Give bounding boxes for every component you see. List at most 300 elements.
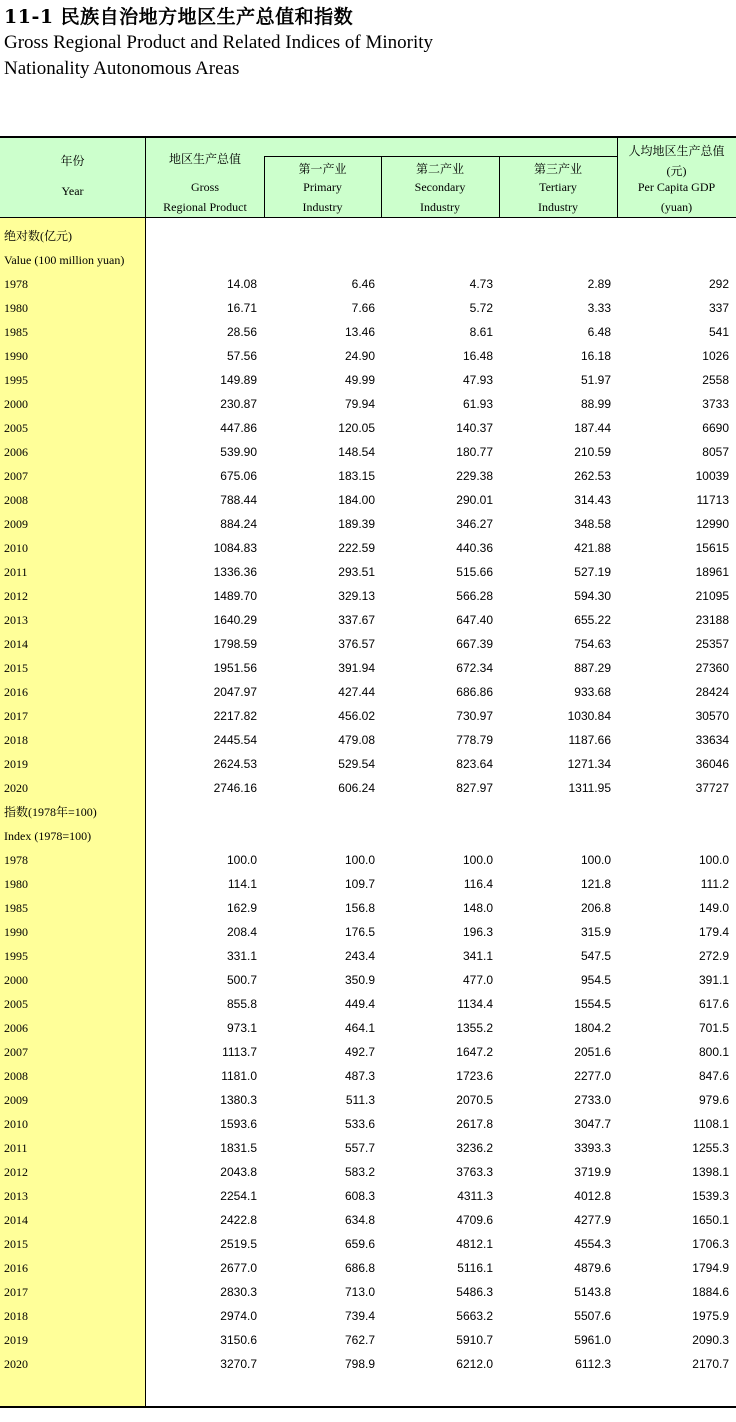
table-title-en-line1: Gross Regional Product and Related Indices of Minority bbox=[4, 32, 434, 53]
table-row bbox=[0, 632, 736, 656]
secondary-value-cell: 4311.3 bbox=[457, 1189, 493, 1203]
primary-value-cell: 487.3 bbox=[344, 1069, 375, 1083]
tertiary-value-cell: 5143.8 bbox=[574, 1285, 611, 1299]
tertiary-value-cell: 954.5 bbox=[580, 973, 611, 987]
percap-value-cell: 979.6 bbox=[698, 1093, 729, 1107]
secondary-value-cell: 6212.0 bbox=[456, 1357, 493, 1371]
section-label-row bbox=[0, 800, 736, 824]
secondary-value-cell: 1647.2 bbox=[456, 1045, 493, 1059]
table-row bbox=[0, 944, 736, 968]
header-divider bbox=[145, 138, 146, 218]
grp-value-cell: 1489.70 bbox=[213, 589, 257, 603]
grp-value-cell: 2043.8 bbox=[220, 1165, 257, 1179]
year-cell: 1995 bbox=[4, 373, 28, 387]
percap-value-cell: 847.6 bbox=[698, 1069, 729, 1083]
primary-value-cell: 449.4 bbox=[344, 997, 375, 1011]
year-cell: 1995 bbox=[4, 949, 28, 963]
grp-value-cell: 884.24 bbox=[220, 517, 257, 531]
year-cell: 1980 bbox=[4, 301, 28, 315]
tertiary-value-cell: 527.19 bbox=[574, 565, 611, 579]
grp-value-cell: 675.06 bbox=[220, 469, 257, 483]
grp-value-cell: 230.87 bbox=[220, 397, 257, 411]
grp-value-cell: 1831.5 bbox=[220, 1141, 257, 1155]
table-row bbox=[0, 872, 736, 896]
year-cell: 2017 bbox=[4, 709, 28, 723]
header-secondary-en1: Secondary bbox=[414, 180, 466, 194]
grp-value-cell: 855.8 bbox=[226, 997, 257, 1011]
grp-value-cell: 973.1 bbox=[226, 1021, 257, 1035]
year-cell: 2009 bbox=[4, 517, 28, 531]
percap-value-cell: 1108.1 bbox=[693, 1117, 729, 1131]
year-cell: 2014 bbox=[4, 1213, 28, 1227]
primary-value-cell: 492.7 bbox=[344, 1045, 375, 1059]
secondary-value-cell: 8.61 bbox=[469, 325, 493, 339]
grp-value-cell: 1798.59 bbox=[213, 637, 257, 651]
tertiary-value-cell: 3047.7 bbox=[574, 1117, 611, 1131]
percap-value-cell: 1539.3 bbox=[692, 1189, 729, 1203]
year-cell: 2016 bbox=[4, 1261, 28, 1275]
year-cell: 2015 bbox=[4, 661, 28, 675]
table-row bbox=[0, 1016, 736, 1040]
header-primary-en2: Industry bbox=[302, 200, 343, 214]
percap-value-cell: 11713 bbox=[696, 493, 729, 507]
primary-value-cell: 243.4 bbox=[344, 949, 375, 963]
percap-value-cell: 391.1 bbox=[698, 973, 729, 987]
year-cell: 2005 bbox=[4, 997, 28, 1011]
primary-value-cell: 739.4 bbox=[344, 1309, 375, 1323]
percap-value-cell: 8057 bbox=[702, 445, 729, 459]
table-row bbox=[0, 560, 736, 584]
header-percap-en1: Per Capita GDP bbox=[637, 180, 716, 194]
primary-value-cell: 100.0 bbox=[344, 853, 375, 867]
year-cell: 2016 bbox=[4, 685, 28, 699]
tertiary-value-cell: 314.43 bbox=[574, 493, 611, 507]
table-row bbox=[0, 464, 736, 488]
secondary-value-cell: 3236.2 bbox=[456, 1141, 493, 1155]
tertiary-value-cell: 4277.9 bbox=[574, 1213, 611, 1227]
secondary-value-cell: 229.38 bbox=[456, 469, 493, 483]
tertiary-value-cell: 1271.34 bbox=[567, 757, 611, 771]
percap-value-cell: 36046 bbox=[695, 757, 729, 771]
tertiary-value-cell: 3393.3 bbox=[574, 1141, 611, 1155]
percap-value-cell: 1794.9 bbox=[692, 1261, 729, 1275]
year-cell: 2012 bbox=[4, 589, 28, 603]
secondary-value-cell: 778.79 bbox=[456, 733, 493, 747]
year-cell: 2013 bbox=[4, 613, 28, 627]
year-cell: 2008 bbox=[4, 493, 28, 507]
secondary-value-cell: 4812.1 bbox=[456, 1237, 493, 1251]
primary-value-cell: 529.54 bbox=[338, 757, 375, 771]
secondary-value-cell: 672.34 bbox=[456, 661, 493, 675]
primary-value-cell: 7.66 bbox=[351, 301, 375, 315]
primary-value-cell: 109.7 bbox=[344, 877, 375, 891]
grp-value-cell: 331.1 bbox=[226, 949, 257, 963]
percap-value-cell: 30570 bbox=[695, 709, 729, 723]
table-row bbox=[0, 512, 736, 536]
secondary-value-cell: 341.1 bbox=[462, 949, 493, 963]
table-row bbox=[0, 1184, 736, 1208]
year-cell: 1985 bbox=[4, 325, 28, 339]
tertiary-value-cell: 4012.8 bbox=[574, 1189, 611, 1203]
table-row bbox=[0, 920, 736, 944]
tertiary-value-cell: 2.89 bbox=[587, 277, 611, 291]
header-divider bbox=[264, 156, 265, 218]
table-row bbox=[0, 1328, 736, 1352]
tertiary-value-cell: 1187.66 bbox=[568, 733, 611, 747]
header-divider bbox=[617, 138, 618, 218]
grp-value-cell: 2217.82 bbox=[213, 709, 257, 723]
table-row bbox=[0, 680, 736, 704]
percap-value-cell: 1884.6 bbox=[692, 1285, 729, 1299]
year-cell: 2017 bbox=[4, 1285, 28, 1299]
primary-value-cell: 427.44 bbox=[338, 685, 375, 699]
year-cell: 2010 bbox=[4, 541, 28, 555]
primary-value-cell: 6.46 bbox=[351, 277, 375, 291]
table-row bbox=[0, 776, 736, 800]
table-row bbox=[0, 1112, 736, 1136]
table-body bbox=[0, 224, 736, 1376]
secondary-value-cell: 515.66 bbox=[456, 565, 493, 579]
percap-value-cell: 37727 bbox=[695, 781, 729, 795]
percap-value-cell: 33634 bbox=[695, 733, 729, 747]
primary-value-cell: 634.8 bbox=[344, 1213, 375, 1227]
title-block bbox=[4, 4, 433, 82]
year-cell: 2010 bbox=[4, 1117, 28, 1131]
year-cell: 2013 bbox=[4, 1189, 28, 1203]
secondary-value-cell: 16.48 bbox=[462, 349, 493, 363]
grp-value-cell: 114.1 bbox=[227, 877, 257, 891]
year-cell: 2019 bbox=[4, 757, 28, 771]
secondary-value-cell: 47.93 bbox=[462, 373, 493, 387]
primary-value-cell: 222.59 bbox=[338, 541, 375, 555]
primary-value-cell: 183.15 bbox=[338, 469, 375, 483]
tertiary-value-cell: 6.48 bbox=[587, 325, 611, 339]
year-cell: 1978 bbox=[4, 853, 28, 867]
primary-value-cell: 49.99 bbox=[344, 373, 375, 387]
tertiary-value-cell: 315.9 bbox=[580, 925, 611, 939]
primary-value-cell: 24.90 bbox=[344, 349, 375, 363]
primary-value-cell: 79.94 bbox=[344, 397, 375, 411]
grp-value-cell: 2677.0 bbox=[220, 1261, 257, 1275]
grp-value-cell: 149.89 bbox=[220, 373, 257, 387]
table-row bbox=[0, 704, 736, 728]
percap-value-cell: 12990 bbox=[695, 517, 729, 531]
table-row bbox=[0, 1232, 736, 1256]
grp-value-cell: 2047.97 bbox=[213, 685, 257, 699]
year-cell: 2020 bbox=[4, 1357, 28, 1371]
year-cell: 1990 bbox=[4, 349, 28, 363]
tertiary-value-cell: 187.44 bbox=[574, 421, 611, 435]
tertiary-value-cell: 210.59 bbox=[574, 445, 611, 459]
header-primary-cn: 第一产业 bbox=[298, 162, 347, 176]
tertiary-value-cell: 4554.3 bbox=[574, 1237, 611, 1251]
grp-value-cell: 57.56 bbox=[226, 349, 257, 363]
table-row bbox=[0, 416, 736, 440]
grp-value-cell: 500.7 bbox=[226, 973, 257, 987]
secondary-value-cell: 730.97 bbox=[456, 709, 493, 723]
tertiary-value-cell: 1554.5 bbox=[574, 997, 611, 1011]
header-tertiary-en2: Industry bbox=[538, 200, 578, 214]
header-year-en: Year bbox=[61, 184, 84, 198]
header-tertiary-cn: 第三产业 bbox=[533, 162, 582, 176]
grp-value-cell: 2746.16 bbox=[213, 781, 257, 795]
secondary-value-cell: 647.40 bbox=[456, 613, 493, 627]
secondary-value-cell: 148.0 bbox=[462, 901, 493, 915]
grp-value-cell: 447.86 bbox=[220, 421, 257, 435]
primary-value-cell: 189.39 bbox=[338, 517, 375, 531]
year-cell: 2020 bbox=[4, 781, 28, 795]
secondary-value-cell: 5910.7 bbox=[456, 1333, 493, 1347]
data-table bbox=[0, 136, 736, 1408]
tertiary-value-cell: 206.8 bbox=[580, 901, 611, 915]
percap-value-cell: 21095 bbox=[695, 589, 729, 603]
table-row bbox=[0, 1136, 736, 1160]
grp-value-cell: 1951.56 bbox=[213, 661, 257, 675]
grp-value-cell: 2974.0 bbox=[220, 1309, 257, 1323]
grp-value-cell: 2830.3 bbox=[220, 1285, 257, 1299]
percap-value-cell: 1398.1 bbox=[692, 1165, 729, 1179]
primary-value-cell: 293.51 bbox=[338, 565, 375, 579]
header-grp-en2: Regional Product bbox=[163, 200, 247, 214]
header-secondary-en2: Industry bbox=[420, 200, 460, 214]
tertiary-value-cell: 4879.6 bbox=[574, 1261, 611, 1275]
tertiary-value-cell: 754.63 bbox=[574, 637, 611, 651]
primary-value-cell: 456.02 bbox=[338, 709, 375, 723]
primary-value-cell: 176.5 bbox=[344, 925, 375, 939]
section-label-row bbox=[0, 224, 736, 248]
tertiary-value-cell: 887.29 bbox=[574, 661, 611, 675]
primary-value-cell: 391.94 bbox=[338, 661, 375, 675]
tertiary-value-cell: 121.8 bbox=[580, 877, 611, 891]
header-tertiary-en1: Tertiary bbox=[539, 180, 577, 194]
header-primary-en1: Primary bbox=[303, 180, 342, 194]
percap-value-cell: 1255.3 bbox=[692, 1141, 729, 1155]
secondary-value-cell: 116.4 bbox=[463, 877, 493, 891]
percap-value-cell: 2090.3 bbox=[692, 1333, 729, 1347]
percap-value-cell: 1026 bbox=[702, 349, 729, 363]
percap-value-cell: 100.0 bbox=[698, 853, 729, 867]
tertiary-value-cell: 2051.6 bbox=[574, 1045, 611, 1059]
secondary-value-cell: 440.36 bbox=[456, 541, 493, 555]
grp-value-cell: 2422.8 bbox=[220, 1213, 257, 1227]
secondary-value-cell: 667.39 bbox=[456, 637, 493, 651]
tertiary-value-cell: 421.88 bbox=[574, 541, 611, 555]
grp-value-cell: 14.08 bbox=[226, 277, 257, 291]
percap-value-cell: 292 bbox=[708, 277, 729, 291]
grp-value-cell: 1336.36 bbox=[213, 565, 257, 579]
tertiary-value-cell: 594.30 bbox=[574, 589, 611, 603]
header-secondary-cn: 第二产业 bbox=[415, 162, 464, 176]
grp-value-cell: 539.90 bbox=[220, 445, 257, 459]
tertiary-value-cell: 547.5 bbox=[580, 949, 611, 963]
tertiary-value-cell: 5507.6 bbox=[574, 1309, 611, 1323]
percap-value-cell: 27360 bbox=[695, 661, 729, 675]
percap-value-cell: 1706.3 bbox=[692, 1237, 729, 1251]
year-cell: 2008 bbox=[4, 1069, 28, 1083]
header-grp-cn: 地区生产总值 bbox=[168, 152, 241, 166]
section-label: 指数(1978年=100) bbox=[4, 805, 97, 819]
primary-value-cell: 583.2 bbox=[344, 1165, 375, 1179]
grp-value-cell: 1380.3 bbox=[220, 1093, 257, 1107]
header-subrule bbox=[264, 156, 617, 157]
primary-value-cell: 533.6 bbox=[344, 1117, 375, 1131]
grp-value-cell: 788.44 bbox=[220, 493, 257, 507]
grp-value-cell: 2254.1 bbox=[220, 1189, 257, 1203]
primary-value-cell: 608.3 bbox=[344, 1189, 375, 1203]
percap-value-cell: 272.9 bbox=[698, 949, 729, 963]
year-cell: 2018 bbox=[4, 1309, 28, 1323]
percap-value-cell: 28424 bbox=[695, 685, 729, 699]
header-grp-en1: Gross bbox=[190, 180, 219, 194]
year-cell: 1990 bbox=[4, 925, 28, 939]
percap-value-cell: 2170.7 bbox=[692, 1357, 729, 1371]
percap-value-cell: 2558 bbox=[702, 373, 729, 387]
tertiary-value-cell: 655.22 bbox=[574, 613, 611, 627]
grp-value-cell: 3270.7 bbox=[220, 1357, 257, 1371]
year-cell: 2011 bbox=[4, 565, 28, 579]
section-label: 绝对数(亿元) bbox=[4, 229, 72, 243]
percap-value-cell: 800.1 bbox=[698, 1045, 729, 1059]
percap-value-cell: 111.2 bbox=[700, 877, 729, 891]
table-row bbox=[0, 1160, 736, 1184]
header-divider bbox=[499, 156, 500, 218]
primary-value-cell: 376.57 bbox=[338, 637, 375, 651]
table-row bbox=[0, 1064, 736, 1088]
secondary-value-cell: 5663.2 bbox=[456, 1309, 493, 1323]
tertiary-value-cell: 262.53 bbox=[574, 469, 611, 483]
primary-value-cell: 337.67 bbox=[338, 613, 375, 627]
tertiary-value-cell: 1311.95 bbox=[568, 781, 611, 795]
grp-value-cell: 3150.6 bbox=[220, 1333, 257, 1347]
percap-value-cell: 701.5 bbox=[698, 1021, 729, 1035]
secondary-value-cell: 290.01 bbox=[456, 493, 493, 507]
table-row bbox=[0, 272, 736, 296]
secondary-value-cell: 5486.3 bbox=[456, 1285, 493, 1299]
secondary-value-cell: 2617.8 bbox=[456, 1117, 493, 1131]
percap-value-cell: 3733 bbox=[702, 397, 729, 411]
secondary-value-cell: 566.28 bbox=[456, 589, 493, 603]
percap-value-cell: 6690 bbox=[702, 421, 729, 435]
grp-value-cell: 208.4 bbox=[226, 925, 257, 939]
primary-value-cell: 798.9 bbox=[344, 1357, 375, 1371]
table-title-cn: 11-1 民族自治地方地区生产总值和指数 bbox=[4, 6, 354, 28]
year-cell: 2000 bbox=[4, 973, 28, 987]
year-cell: 2011 bbox=[4, 1141, 28, 1155]
grp-value-cell: 162.9 bbox=[226, 901, 257, 915]
secondary-value-cell: 4.73 bbox=[469, 277, 493, 291]
tertiary-value-cell: 6112.3 bbox=[575, 1357, 611, 1371]
year-cell: 2018 bbox=[4, 733, 28, 747]
primary-value-cell: 464.1 bbox=[344, 1021, 375, 1035]
secondary-value-cell: 1355.2 bbox=[456, 1021, 493, 1035]
secondary-value-cell: 100.0 bbox=[462, 853, 493, 867]
tertiary-value-cell: 933.68 bbox=[574, 685, 611, 699]
percap-value-cell: 23188 bbox=[695, 613, 729, 627]
section-label: Index (1978=100) bbox=[4, 829, 92, 843]
percap-value-cell: 1650.1 bbox=[692, 1213, 729, 1227]
table-row bbox=[0, 392, 736, 416]
grp-value-cell: 2519.5 bbox=[220, 1237, 257, 1251]
primary-value-cell: 762.7 bbox=[344, 1333, 375, 1347]
secondary-value-cell: 477.0 bbox=[462, 973, 493, 987]
year-cell: 2006 bbox=[4, 445, 28, 459]
table-row bbox=[0, 344, 736, 368]
primary-value-cell: 120.05 bbox=[338, 421, 375, 435]
year-cell: 2007 bbox=[4, 469, 28, 483]
table-row bbox=[0, 296, 736, 320]
tertiary-value-cell: 2733.0 bbox=[574, 1093, 611, 1107]
primary-value-cell: 148.54 bbox=[338, 445, 375, 459]
section-label-row bbox=[0, 824, 736, 848]
table-row bbox=[0, 440, 736, 464]
grp-value-cell: 2624.53 bbox=[213, 757, 257, 771]
tertiary-value-cell: 1804.2 bbox=[574, 1021, 611, 1035]
tertiary-value-cell: 16.18 bbox=[580, 349, 611, 363]
percap-value-cell: 541 bbox=[708, 325, 729, 339]
secondary-value-cell: 4709.6 bbox=[456, 1213, 493, 1227]
tertiary-value-cell: 51.97 bbox=[580, 373, 611, 387]
secondary-value-cell: 5.72 bbox=[469, 301, 493, 315]
table-row bbox=[0, 488, 736, 512]
secondary-value-cell: 823.64 bbox=[456, 757, 493, 771]
header-year-cn: 年份 bbox=[60, 154, 85, 168]
year-cell: 2014 bbox=[4, 637, 28, 651]
table-row bbox=[0, 968, 736, 992]
table-row bbox=[0, 728, 736, 752]
year-cell: 2012 bbox=[4, 1165, 28, 1179]
year-cell: 2000 bbox=[4, 397, 28, 411]
table-row bbox=[0, 1352, 736, 1376]
year-cell: 2019 bbox=[4, 1333, 28, 1347]
tertiary-value-cell: 100.0 bbox=[580, 853, 611, 867]
percap-value-cell: 1975.9 bbox=[692, 1309, 729, 1323]
section-label: Value (100 million yuan) bbox=[4, 253, 125, 267]
primary-value-cell: 606.24 bbox=[338, 781, 375, 795]
table-row bbox=[0, 1280, 736, 1304]
table-row bbox=[0, 536, 736, 560]
secondary-value-cell: 61.93 bbox=[462, 397, 493, 411]
percap-value-cell: 25357 bbox=[695, 637, 729, 651]
primary-value-cell: 350.9 bbox=[344, 973, 375, 987]
header-divider bbox=[381, 156, 382, 218]
secondary-value-cell: 5116.1 bbox=[457, 1261, 493, 1275]
tertiary-value-cell: 2277.0 bbox=[574, 1069, 611, 1083]
table-row bbox=[0, 1088, 736, 1112]
grp-value-cell: 16.71 bbox=[226, 301, 257, 315]
tertiary-value-cell: 5961.0 bbox=[574, 1333, 611, 1347]
primary-value-cell: 156.8 bbox=[344, 901, 375, 915]
percap-value-cell: 149.0 bbox=[698, 901, 729, 915]
tertiary-value-cell: 88.99 bbox=[580, 397, 611, 411]
header-percap-en2: (yuan) bbox=[660, 200, 693, 214]
primary-value-cell: 557.7 bbox=[344, 1141, 375, 1155]
grp-value-cell: 1084.83 bbox=[213, 541, 257, 555]
table-row bbox=[0, 1256, 736, 1280]
year-cell: 2015 bbox=[4, 1237, 28, 1251]
secondary-value-cell: 686.86 bbox=[456, 685, 493, 699]
table-row bbox=[0, 1208, 736, 1232]
table-header bbox=[0, 138, 736, 218]
percap-value-cell: 15615 bbox=[695, 541, 729, 555]
year-cell: 2009 bbox=[4, 1093, 28, 1107]
secondary-value-cell: 1723.6 bbox=[456, 1069, 493, 1083]
primary-value-cell: 659.6 bbox=[344, 1237, 375, 1251]
table-row bbox=[0, 848, 736, 872]
year-cell: 1985 bbox=[4, 901, 28, 915]
table-row bbox=[0, 1304, 736, 1328]
tertiary-value-cell: 1030.84 bbox=[567, 709, 611, 723]
secondary-value-cell: 3763.3 bbox=[456, 1165, 493, 1179]
